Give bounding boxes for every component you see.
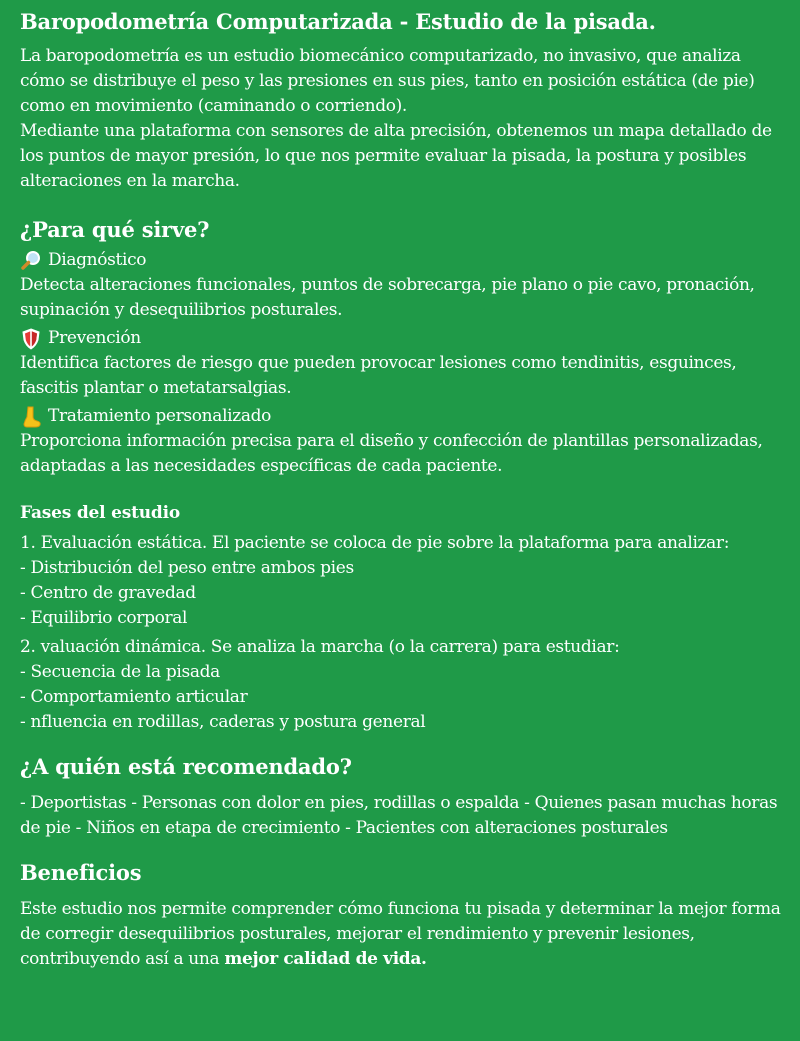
benefit-item-prevencion (20, 326, 782, 401)
item-text-prevencion: Identifica factores de riesgo que pueden provocar lesiones como tendinitis, esguinces, fascitis plantar o metatarsalgias. (20, 353, 737, 398)
phase-2 (20, 635, 782, 735)
list-item: - nfluencia en rodillas, caderas y postura general (20, 712, 426, 732)
beneficios-text (20, 897, 782, 972)
benefit-item-tratamiento (20, 404, 782, 479)
phase-2-line (20, 635, 782, 660)
phase-1 (20, 531, 782, 631)
section-heading-quien: ¿A quién está recomendado? (20, 754, 352, 779)
beneficios-strong: mejor calidad de vida. (224, 949, 427, 969)
phase-1-line (20, 531, 782, 556)
list-item: - Comportamiento articular (20, 687, 248, 707)
item-text-diagnostico: Detecta alteraciones funcionales, puntos de sobrecarga, pie plano o pie cavo, pronación, supinación y desequilibrios posturales. (20, 275, 755, 320)
item-label-prevencion: Prevención (48, 328, 141, 348)
list-item: - Distribución del peso entre ambos pies (20, 558, 354, 578)
beneficios-body: Este estudio nos permite comprender cómo funciona tu pisada y determinar la mejor forma de corregir desequilibrios posturales, mejorar el rendimiento y prevenir lesiones, contribuyendo así a una (20, 899, 781, 969)
list-item: - Secuencia de la pisada (20, 662, 220, 682)
item-label-diagnostico: Diagnóstico (48, 250, 147, 270)
intro-section (20, 44, 782, 194)
list-item: - Centro de gravedad (20, 583, 196, 603)
quien-text: - Deportistas - Personas con dolor en pies, rodillas o espalda - Quienes pasan muchas horas de pie - Niños en etapa de crecimiento - Pacientes con alteraciones posturales (20, 793, 778, 838)
phase-1-lead: 1. Evaluación estática. (20, 533, 207, 553)
phase-2-text: Se analiza la marcha (o la carrera) para estudiar: (205, 637, 620, 657)
benefit-item-diagnostico (20, 248, 782, 323)
magnifier-icon (20, 250, 42, 272)
section-heading-para-que: ¿Para qué sirve? (20, 217, 210, 242)
section-heading-beneficios: Beneficios (20, 860, 142, 885)
intro-paragraph-2: Mediante una plataforma con sensores de alta precisión, obtenemos un mapa detallado de los puntos de mayor presión, lo que nos permite evaluar la pisada, la postura y posibles alteraciones en la marcha. (20, 121, 772, 191)
intro-paragraph-1: La baropodometría es un estudio biomecánico computarizado, no invasivo, que analiza cómo se distribuye el peso y las presiones en sus pies, tanto en posición estática (de pie) como en movimiento (caminando o corriendo). (20, 46, 755, 116)
list-item: - Equilibrio corporal (20, 608, 188, 628)
shield-icon (20, 328, 42, 350)
section-heading-fases: Fases del estudio (20, 503, 180, 523)
phase-2-lead: 2. valuación dinámica. (20, 637, 206, 657)
foot-icon (20, 406, 42, 428)
item-text-tratamiento: Proporciona información precisa para el diseño y confección de plantillas personalizadas, adaptadas a las necesidades específicas de cada paciente. (20, 431, 763, 476)
item-label-tratamiento: Tratamiento personalizado (48, 406, 272, 426)
page-title: Baropodometría Computarizada - Estudio de la pisada. (20, 9, 656, 34)
phase-1-text: El paciente se coloca de pie sobre la plataforma para analizar: (206, 533, 730, 553)
